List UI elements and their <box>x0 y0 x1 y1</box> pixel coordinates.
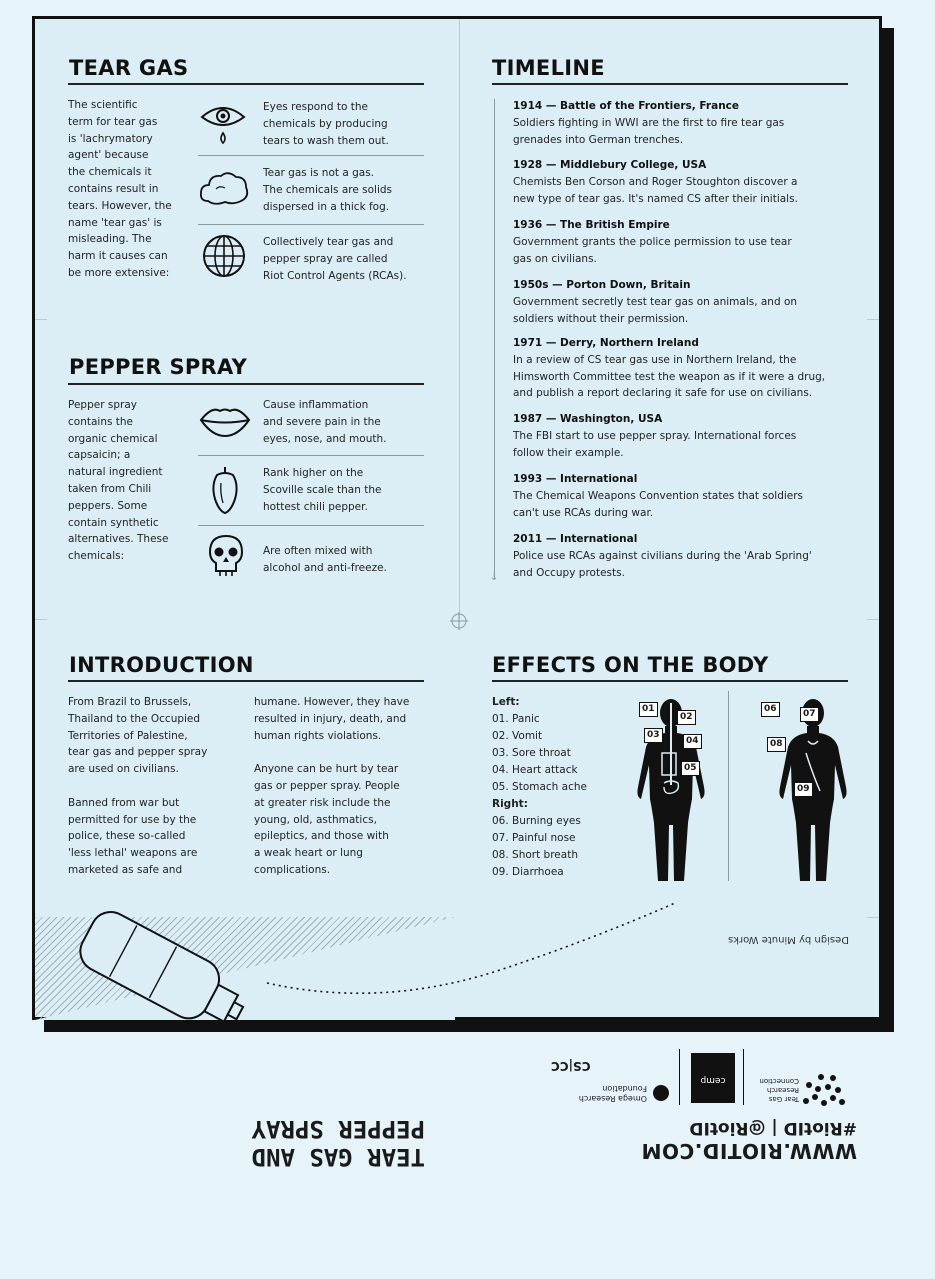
text-line: Collectively tear gas and <box>263 236 394 248</box>
text-line: chemicals: <box>68 550 125 563</box>
timeline-text: new type of tear gas. It's named CS after their initials. <box>513 192 798 205</box>
text-line: Cause inflammation <box>263 399 369 411</box>
pepper-spray-title: PEPPER SPRAY <box>69 355 248 379</box>
divider <box>728 691 729 881</box>
logo-label: Omega Research Foundation <box>578 1084 647 1103</box>
timeline-text: The Chemical Weapons Convention states that soldiers <box>513 490 804 502</box>
timeline-item <box>513 157 843 207</box>
timeline-text: Government secretly test tear gas on animals, and on <box>513 296 798 308</box>
timeline-text: Himsworth Committee test the weapon as if it were a drug, <box>513 370 826 383</box>
human-body-back-icon <box>768 695 858 889</box>
timeline-heading: 2011 — International <box>513 533 638 545</box>
human-body-front-icon <box>626 695 716 889</box>
dots-logo-icon <box>801 1073 847 1107</box>
timeline-text: grenades into German trenches. <box>513 133 684 146</box>
timeline-text: follow their example. <box>513 446 624 459</box>
cover-title-line-1: TEAR GAS AND <box>251 1143 425 1171</box>
text-line: Pepper spray <box>68 399 137 411</box>
back-contact <box>641 1117 857 1163</box>
timeline-text: gas on civilians. <box>513 252 597 265</box>
timeline-text: In a review of CS tear gas use in Northern Ireland, the <box>513 354 797 366</box>
text-line: tear gas and pepper spray <box>68 746 208 759</box>
fold-line <box>459 19 460 619</box>
introduction-col-1 <box>68 694 248 879</box>
text-line: contains result in <box>68 182 159 195</box>
introduction-col-2 <box>254 694 434 879</box>
timeline-text: and publish a report declaring it safe for use on civilians. <box>513 387 813 399</box>
leaflet-sheet <box>32 16 882 1171</box>
timeline-item <box>513 98 843 148</box>
text-line: Are often mixed with <box>263 545 373 557</box>
text-line: term for tear gas <box>68 115 158 128</box>
text-line: Rank higher on the <box>263 467 364 479</box>
text-line: young, old, asthmatics, <box>254 813 377 826</box>
timeline-item <box>513 411 843 461</box>
text-line: Anyone can be hurt by tear <box>254 763 399 776</box>
text-line: tears. However, the <box>68 199 172 212</box>
text-line <box>254 744 434 761</box>
divider <box>198 525 424 526</box>
text-line: is 'lachrymatory <box>68 132 153 145</box>
lips-icon <box>198 403 252 443</box>
text-line: Thailand to the Occupied <box>68 712 201 725</box>
text-line: police, these so-called <box>68 830 186 843</box>
effect-item: 05. Stomach ache <box>492 781 587 793</box>
timeline-text: Soldiers fighting in WWI are the first to fire tear gas <box>513 117 785 129</box>
effect-item: 01. Panic <box>492 713 540 725</box>
text-line: Territories of Palestine, <box>68 729 188 742</box>
marker-01: 01 <box>639 702 658 717</box>
timeline-text: can't use RCAs during war. <box>513 506 654 519</box>
effect-item: 07. Painful nose <box>492 832 576 844</box>
timeline-heading: 1914 — Battle of the Frontiers, France <box>513 100 740 112</box>
fold-mark <box>35 319 47 320</box>
divider <box>198 155 424 156</box>
timeline-item <box>513 471 843 521</box>
fold-mark <box>35 619 47 620</box>
text-line: taken from Chili <box>68 482 152 495</box>
text-line: hottest chili pepper. <box>263 501 368 513</box>
timeline-heading: 1950s — Porton Down, Britain <box>513 279 691 291</box>
section-rule <box>68 680 424 682</box>
cloud-icon <box>198 167 250 215</box>
divider <box>743 1049 744 1105</box>
timeline-heading: 1971 — Derry, Northern Ireland <box>513 337 699 349</box>
text-line: From Brazil to Brussels, <box>68 696 192 708</box>
text-line: 'less lethal' weapons are <box>68 847 198 860</box>
logo-label: Tear Gas Research Connection <box>759 1077 799 1103</box>
tear-gas-fact <box>263 234 423 285</box>
arrow-down-icon: ↓ <box>490 572 499 583</box>
text-line: tears to wash them out. <box>263 135 389 147</box>
text-line: Banned from war but <box>68 796 180 809</box>
fold-mark <box>867 619 879 620</box>
text-line: alternatives. These <box>68 533 169 546</box>
section-rule <box>492 680 848 682</box>
text-line: resulted in injury, death, and <box>254 712 407 725</box>
logo-cscc: CS|CC <box>551 1059 591 1073</box>
timeline-item <box>513 335 843 402</box>
tear-gas-title: TEAR GAS <box>69 56 189 80</box>
chili-pepper-icon <box>207 465 243 519</box>
effect-item: 03. Sore throat <box>492 747 571 759</box>
marker-08: 08 <box>767 737 786 752</box>
text-line: The chemicals are solids <box>263 184 393 196</box>
eye-tear-icon <box>198 99 248 153</box>
effect-item: 09. Diarrhoea <box>492 866 564 878</box>
timeline-heading: 1993 — International <box>513 473 638 485</box>
text-line: harm it causes can <box>68 250 168 263</box>
website-url[interactable]: WWW.RIOTID.COM <box>641 1139 857 1163</box>
timeline-text: Government grants the police permission to use tear <box>513 236 792 248</box>
text-line: epileptics, and those with <box>254 830 389 843</box>
text-line: gas or pepper spray. People <box>254 779 400 792</box>
text-line: human rights violations. <box>254 729 382 742</box>
effect-item: 02. Vomit <box>492 730 543 742</box>
pepper-spray-fact <box>263 543 423 577</box>
cover-title-line-2: PEPPER SPRAY <box>251 1115 425 1143</box>
text-line: complications. <box>254 863 331 876</box>
timeline-text: Chemists Ben Corson and Roger Stoughton discover a <box>513 176 798 188</box>
logo-cemp: cemp <box>691 1053 735 1103</box>
spray-canister-icon <box>69 909 269 1063</box>
text-line: alcohol and anti-freeze. <box>263 562 387 574</box>
fold-mark <box>867 319 879 320</box>
text-line: eyes, nose, and mouth. <box>263 433 387 445</box>
divider <box>198 224 424 225</box>
registration-mark-icon <box>449 611 469 635</box>
text-line: Eyes respond to the <box>263 101 368 113</box>
text-line: organic chemical <box>68 432 158 445</box>
tear-gas-fact <box>263 165 423 216</box>
timeline-text: soldiers without their permission. <box>513 312 689 325</box>
divider <box>679 1049 680 1105</box>
timeline-title: TIMELINE <box>492 56 605 80</box>
text-line: capsaicin; a <box>68 449 131 462</box>
text-line: chemicals by producing <box>263 118 388 130</box>
section-rule <box>68 383 424 385</box>
text-line: misleading. The <box>68 233 152 246</box>
text-line: name 'tear gas' is <box>68 216 162 229</box>
marker-07: 07 <box>800 707 819 722</box>
text-line: agent' because <box>68 149 149 162</box>
text-line: the chemicals it <box>68 166 152 179</box>
skull-icon <box>207 533 245 583</box>
text-line: at greater risk include the <box>254 796 391 809</box>
timeline-heading: 1928 — Middlebury College, USA <box>513 159 707 171</box>
effect-item: 06. Burning eyes <box>492 815 581 827</box>
text-line: be more extensive: <box>68 266 170 279</box>
timeline-heading: 1987 — Washington, USA <box>513 413 663 425</box>
text-line: dispersed in a thick fog. <box>263 201 390 213</box>
effect-item: 08. Short breath <box>492 849 578 861</box>
timeline-text: Police use RCAs against civilians during the 'Arab Spring' <box>513 550 812 562</box>
section-rule <box>68 83 424 85</box>
marker-02: 02 <box>677 710 696 725</box>
fold-mark <box>867 917 879 918</box>
timeline-heading: 1936 — The British Empire <box>513 219 670 231</box>
logo-tear-gas-research <box>755 1049 847 1107</box>
effects-group-label: Left: <box>492 696 520 708</box>
effect-item: 04. Heart attack <box>492 764 578 776</box>
pepper-spray-intro <box>68 397 188 565</box>
introduction-title: INTRODUCTION <box>69 653 254 677</box>
marker-06: 06 <box>761 702 780 717</box>
text-line: peppers. Some <box>68 499 148 512</box>
text-line: Tear gas is not a gas. <box>263 167 375 179</box>
text-line: a weak heart or lung <box>254 847 363 860</box>
design-credit: Design by Minute Works <box>727 934 849 945</box>
spray-trail <box>263 899 683 999</box>
timeline-list <box>513 98 853 588</box>
divider <box>198 455 424 456</box>
text-line: pepper spray are called <box>263 253 388 265</box>
cover-title <box>193 1115 425 1171</box>
text-line: humane. However, they have <box>254 696 410 708</box>
pepper-spray-fact <box>263 465 423 516</box>
tear-gas-fact <box>263 99 423 150</box>
text-line: are used on civilians. <box>68 763 179 776</box>
text-line: Scoville scale than the <box>263 484 382 496</box>
marker-03: 03 <box>644 728 663 743</box>
text-line: contains the <box>68 415 134 428</box>
marker-09: 09 <box>794 782 813 797</box>
social-tags: #RiotID | @RiotID <box>689 1118 857 1138</box>
text-line: and severe pain in the <box>263 416 381 428</box>
timeline-item <box>513 277 843 327</box>
text-line: contain synthetic <box>68 516 159 529</box>
tear-gas-intro <box>68 97 188 282</box>
pepper-spray-fact <box>263 397 423 448</box>
text-line: Riot Control Agents (RCAs). <box>263 270 407 282</box>
effects-group-label: Right: <box>492 798 528 810</box>
timeline-item <box>513 217 843 267</box>
marker-05: 05 <box>681 761 700 776</box>
effects-list <box>492 694 622 881</box>
timeline-text: and Occupy protests. <box>513 566 625 579</box>
logo-omega <box>551 1083 671 1103</box>
text-line <box>68 778 248 795</box>
text-line: marketed as safe and <box>68 863 183 876</box>
effects-title: EFFECTS ON THE BODY <box>492 653 769 677</box>
globe-icon <box>201 233 247 283</box>
text-line: permitted for use by the <box>68 813 197 826</box>
timeline-text: The FBI start to use pepper spray. International forces <box>513 430 797 442</box>
omega-logo-icon <box>653 1085 669 1101</box>
text-line: natural ingredient <box>68 466 163 479</box>
section-rule <box>492 83 848 85</box>
timeline-axis <box>494 99 495 579</box>
text-line: The scientific <box>68 99 138 111</box>
timeline-item <box>513 531 843 581</box>
marker-04: 04 <box>683 734 702 749</box>
